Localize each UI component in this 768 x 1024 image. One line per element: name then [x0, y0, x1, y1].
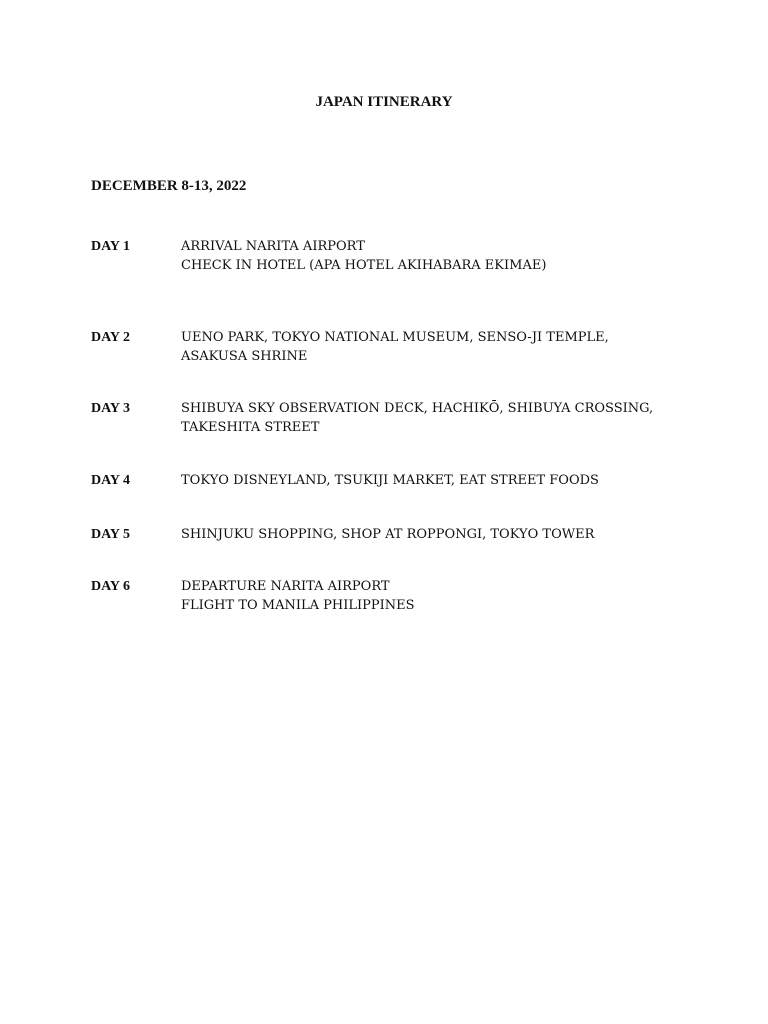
- day-activities: [181, 329, 701, 366]
- document-title: JAPAN ITINERARY: [315, 94, 453, 110]
- activity-line: CHECK IN HOTEL (APA HOTEL AKIHABARA EKIMAE): [181, 257, 547, 273]
- activity-line: FLIGHT TO MANILA PHILIPPINES: [181, 597, 415, 613]
- activity-line: UENO PARK, TOKYO NATIONAL MUSEUM, SENSO-JI TEMPLE,: [181, 330, 609, 345]
- day-activities: [181, 578, 701, 615]
- day-label: DAY 1: [91, 239, 131, 254]
- day-label: DAY 5: [91, 527, 131, 542]
- activity-line: ASAKUSA SHRINE: [181, 348, 308, 364]
- day-label: DAY 2: [91, 330, 131, 345]
- day-label: DAY 6: [91, 579, 131, 594]
- day-label: DAY 4: [91, 473, 131, 488]
- day-label: DAY 3: [91, 401, 131, 416]
- date-range-heading: DECEMBER 8-13, 2022: [91, 178, 247, 194]
- day-activities: [181, 238, 701, 275]
- day-activities: [181, 472, 701, 491]
- activity-line: ARRIVAL NARITA AIRPORT: [181, 239, 365, 254]
- activity-line: TOKYO DISNEYLAND, TSUKIJI MARKET, EAT STREET FOODS: [181, 473, 599, 488]
- activity-line: SHIBUYA SKY OBSERVATION DECK, HACHIKŌ, SHIBUYA CROSSING,: [181, 401, 654, 416]
- day-activities: [181, 526, 701, 545]
- activity-line: TAKESHITA STREET: [181, 419, 320, 435]
- activity-line: SHINJUKU SHOPPING, SHOP AT ROPPONGI, TOKYO TOWER: [181, 527, 595, 542]
- day-activities: [181, 400, 701, 437]
- activity-line: DEPARTURE NARITA AIRPORT: [181, 579, 390, 594]
